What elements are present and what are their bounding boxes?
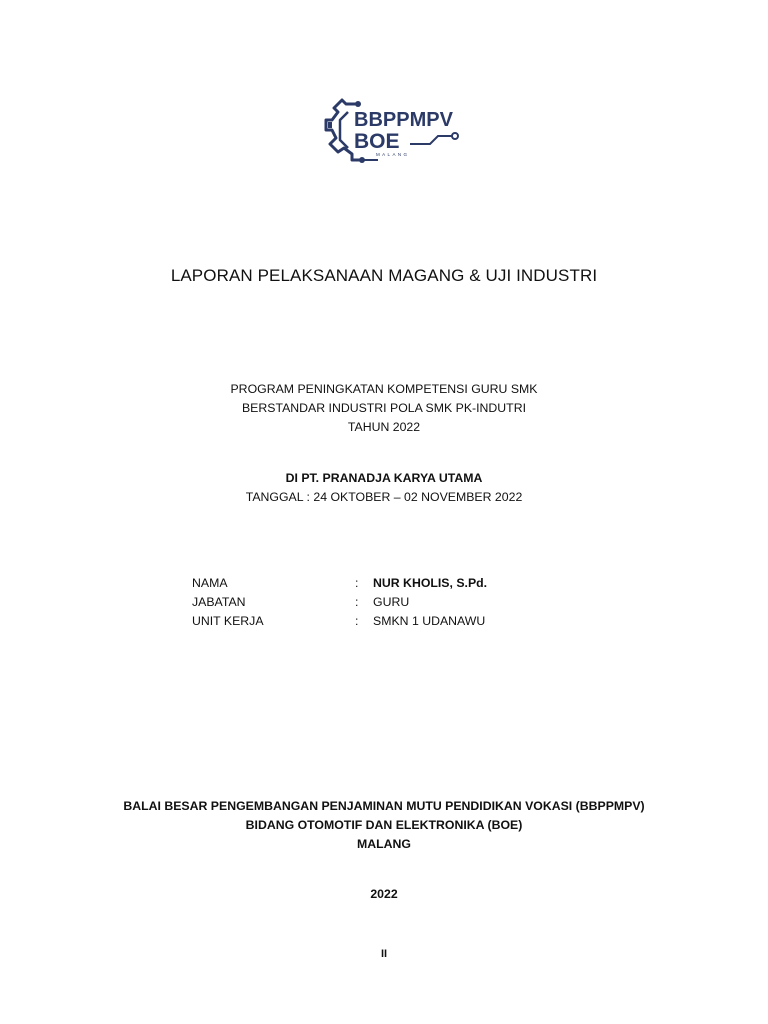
identity-label: NAMA: [192, 576, 228, 590]
report-title: LAPORAN PELAKSANAAN MAGANG & UJI INDUSTRI: [170, 266, 598, 285]
identity-table: [192, 574, 487, 631]
identity-colon: :: [355, 614, 359, 628]
institution-line-2: BIDANG OTOMOTIF DAN ELEKTRONIKA (BOE): [245, 818, 523, 832]
program-line-1: PROGRAM PENINGKATAN KOMPETENSI GURU SMK: [230, 382, 538, 396]
identity-value: GURU: [373, 595, 410, 609]
identity-value: NUR KHOLIS, S.Pd.: [373, 576, 488, 590]
identity-value: SMKN 1 UDANAWU: [373, 614, 486, 628]
institution-line-1: BALAI BESAR PENGEMBANGAN PENJAMINAN MUTU PENDIDIKAN VOKASI (BBPPMPV): [123, 799, 645, 813]
logo-text-boe: BOE: [354, 130, 400, 153]
institution-line-3: MALANG: [357, 837, 411, 851]
identity-label: JABATAN: [192, 595, 246, 609]
program-line-3: TAHUN 2022: [347, 420, 421, 434]
identity-row-unit: [192, 612, 487, 631]
institution-block: [0, 797, 768, 854]
company-name: DI PT. PRANADJA KARYA UTAMA: [285, 471, 483, 485]
program-block: [0, 380, 768, 437]
identity-colon: :: [355, 595, 359, 609]
identity-label: UNIT KERJA: [192, 614, 264, 628]
logo-text-bbppmpv: BBPPMPV: [354, 109, 453, 131]
identity-row-position: [192, 593, 487, 612]
report-year: 2022: [370, 887, 398, 901]
program-line-2: BERSTANDAR INDUSTRI POLA SMK PK-INDUTRI: [241, 401, 526, 415]
identity-colon: :: [355, 576, 359, 590]
location-block: [0, 469, 768, 507]
bbppmpv-boe-logo: [318, 96, 468, 168]
logo-text-malang: MALANG: [376, 152, 410, 157]
identity-row-name: [192, 574, 487, 593]
page-number: II: [380, 948, 388, 960]
date-range: TANGGAL : 24 OKTOBER – 02 NOVEMBER 2022: [245, 490, 523, 504]
